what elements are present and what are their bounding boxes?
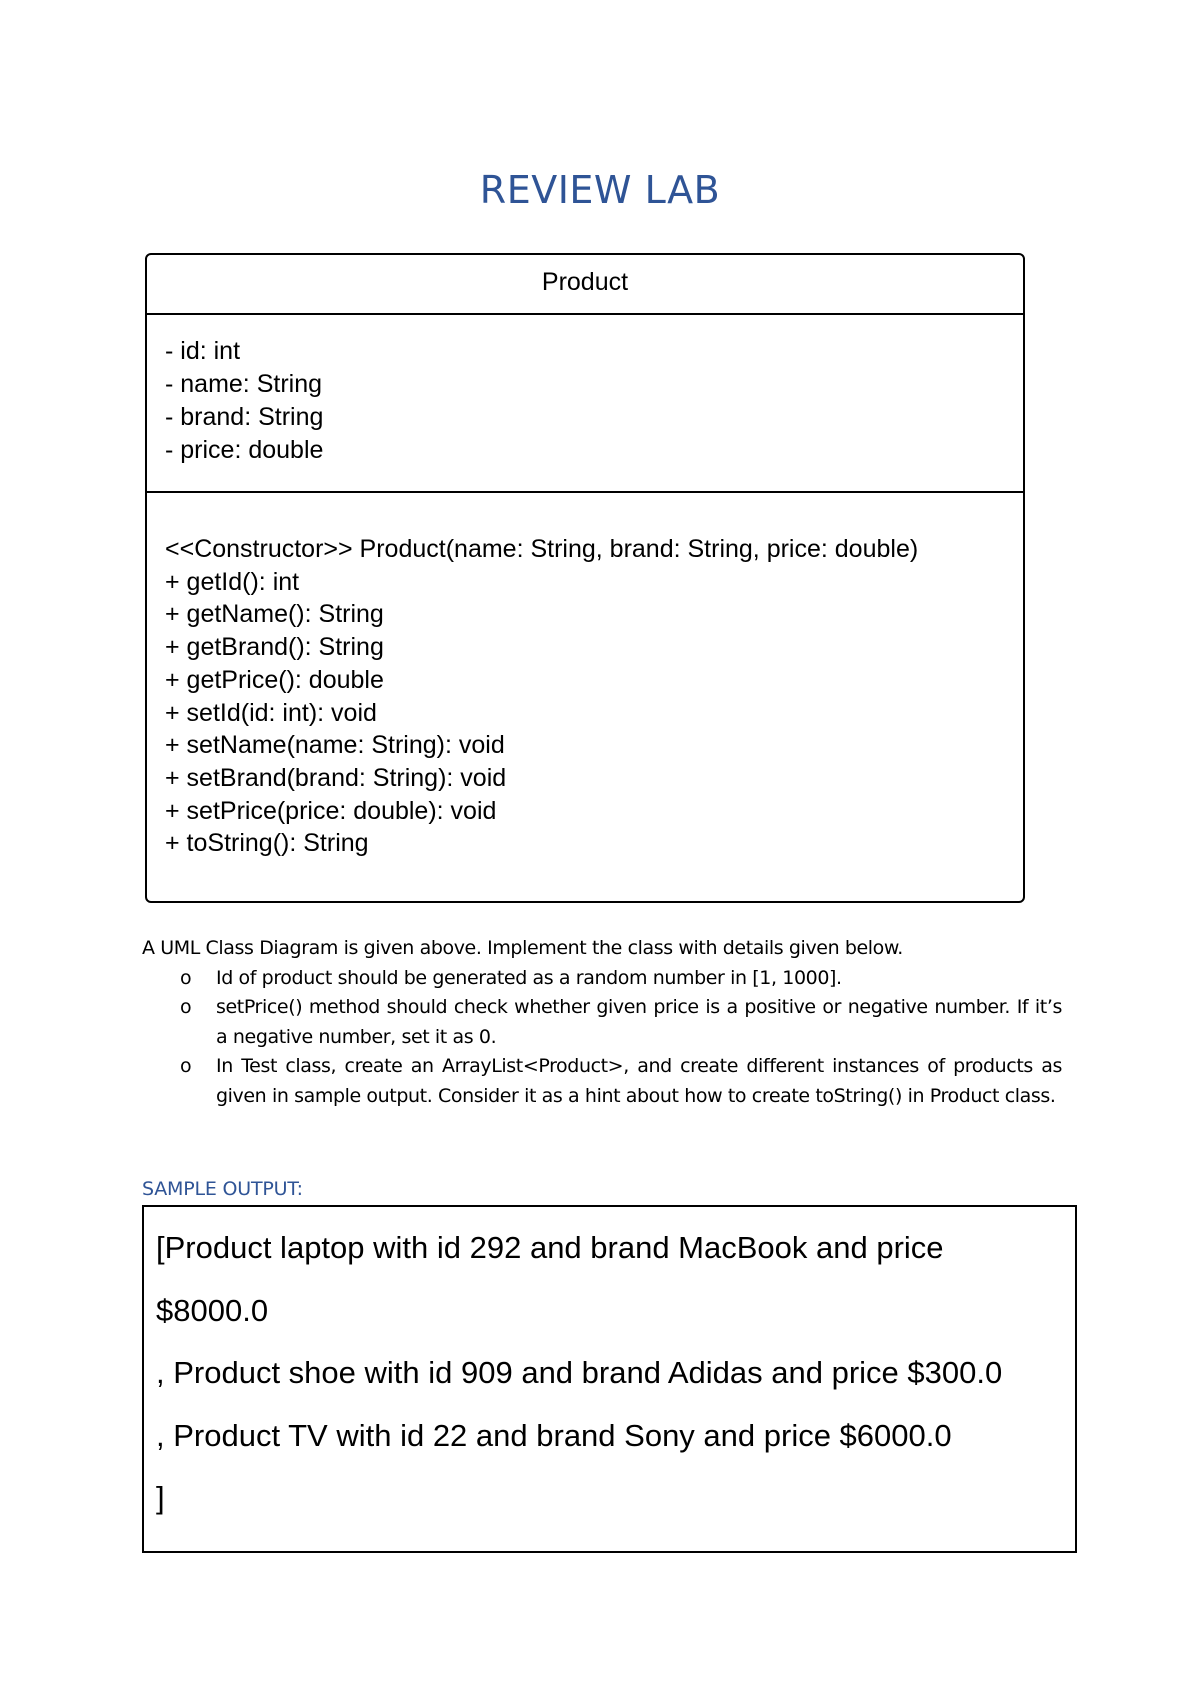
uml-method: + getId(): int	[165, 567, 300, 596]
uml-class-name: Product	[147, 255, 1023, 315]
list-item-text: setPrice() method should check whether given price is a positive or negative number. If it’s a negative number, set it as 0.	[216, 996, 1062, 1048]
list-item	[142, 964, 1062, 994]
list-item	[142, 993, 1062, 1052]
instructions-list	[142, 964, 1062, 1112]
uml-method: <<Constructor>> Product(name: String, brand: String, price: double)	[165, 535, 919, 563]
uml-method: + setId(id: int): void	[165, 698, 377, 727]
uml-method: + setPrice(price: double): void	[165, 796, 497, 825]
list-item-text: In Test class, create an ArrayList<Product>, and create different instances of products as given in sample output. Consider it as a hint about how to create toString() in Product class.	[216, 1055, 1062, 1107]
instructions	[142, 934, 1062, 1111]
uml-method: + getPrice(): double	[165, 665, 384, 694]
uml-methods	[147, 493, 1023, 860]
sample-output-line: , Product shoe with id 909 and brand Adidas and price $300.0	[156, 1355, 1003, 1390]
sample-output-line: $8000.0	[156, 1292, 269, 1328]
bullet-marker: o	[180, 1055, 192, 1077]
page-title: REVIEW LAB	[479, 168, 721, 212]
uml-method: + setBrand(brand: String): void	[165, 763, 507, 792]
list-item-text: Id of product should be generated as a random number in [1, 1000].	[216, 966, 842, 989]
uml-class-diagram	[145, 253, 1025, 903]
uml-attribute: - id: int	[165, 337, 241, 365]
list-item	[142, 1052, 1062, 1111]
uml-method: + setName(name: String): void	[165, 731, 505, 760]
sample-output-line: [Product laptop with id 292 and brand MacBook and price	[156, 1230, 944, 1265]
uml-attributes	[147, 315, 1023, 493]
bullet-marker: o	[180, 966, 192, 989]
sample-output-line: , Product TV with id 22 and brand Sony and price $6000.0	[156, 1417, 952, 1453]
bullet-marker: o	[180, 996, 192, 1018]
sample-output-box	[142, 1205, 1077, 1553]
uml-method: + getBrand(): String	[165, 633, 384, 662]
sample-output-label: SAMPLE OUTPUT:	[142, 1178, 303, 1200]
uml-attribute: - name: String	[165, 370, 323, 398]
uml-method: + getName(): String	[165, 600, 384, 629]
instructions-intro: A UML Class Diagram is given above. Implement the class with details given below.	[142, 937, 903, 959]
uml-attribute: - brand: String	[165, 403, 324, 431]
uml-method: + toString(): String	[165, 829, 369, 858]
sample-output-line: ]	[156, 1480, 165, 1515]
uml-attribute: - price: double	[165, 436, 324, 464]
